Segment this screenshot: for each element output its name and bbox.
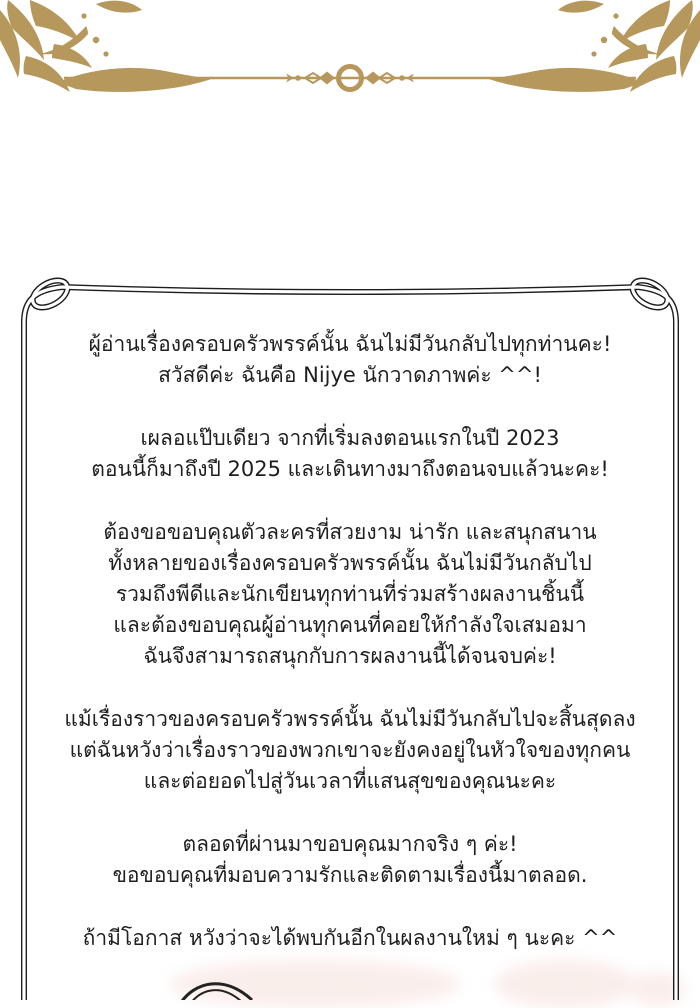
afterword-line: และต้องขอบคุณผู้อ่านทุกคนที่คอยให้กำลังใจเสมอมา <box>113 613 587 637</box>
afterword-line: แต่ฉันหวังว่าเรื่องราวของพวกเขาจะยังคงอยู่ในหัวใจของทุกคน <box>69 738 631 762</box>
afterword-line: แม้เรื่องราวของครอบครัวพรรค์นั้น ฉันไม่มีวันกลับไปจะสิ้นสุดลง <box>64 707 636 731</box>
floral-corner-right-icon <box>486 0 700 92</box>
afterword-line: ตลอดที่ผ่านมาขอบคุณมากจริง ๆ ค่ะ! <box>182 832 518 856</box>
afterword-line: ขอขอบคุณที่มอบความรักและติดตามเรื่องนี้มาตลอด. <box>112 863 588 887</box>
afterword-line: สวัสดีค่ะ ฉันคือ Nijye นักวาดภาพค่ะ ^^! <box>158 363 542 387</box>
top-ornament <box>0 0 700 120</box>
afterword-paragraph-gratitude <box>30 829 670 891</box>
afterword-line: ถ้ามีโอกาส หวังว่าจะได้พบกันอีกในผลงานใหม่ ๆ นะคะ ^^ <box>82 926 618 950</box>
afterword-line: และต่อยอดไปสู่วันเวลาที่แสนสุขของคุณนะคะ <box>143 769 557 793</box>
afterword-line: ตอนนี้ก็มาถึงปี 2025 และเดินทางมาถึงตอนจบแล้วนะคะ! <box>91 457 609 481</box>
afterword-paragraph-timeline <box>30 423 670 485</box>
afterword-line: เผลอแป๊บเดียว จากที่เริ่มลงตอนแรกในปี 2023 <box>140 426 560 450</box>
afterword-line: ผู้อ่านเรื่องครอบครัวพรรค์นั้น ฉันไม่มีวันกลับไปทุกท่านคะ! <box>88 332 612 356</box>
afterword-paragraph-greeting <box>30 329 670 391</box>
afterword-paragraph-seeyou <box>30 923 670 954</box>
afterword-text <box>30 329 670 986</box>
floral-corner-left-icon <box>0 0 214 92</box>
afterword-paragraph-thanks <box>30 517 670 672</box>
afterword-line: ต้องขอขอบคุณตัวละครที่สวยงาม น่ารัก และสนุกสนาน <box>103 520 597 544</box>
afterword-paragraph-farewell <box>30 704 670 797</box>
afterword-line: รวมถึงพีดีและนักเขียนทุกท่านที่ร่วมสร้างผลงานชิ้นนี้ <box>115 582 585 606</box>
afterword-line: ฉันจึงสามารถสนุกกับการผลงานนี้ได้จนจบค่ะ! <box>143 644 557 668</box>
afterword-line: ทั้งหลายของเรื่องครอบครัวพรรค์นั้น ฉันไม่มีวันกลับไป <box>108 551 592 575</box>
